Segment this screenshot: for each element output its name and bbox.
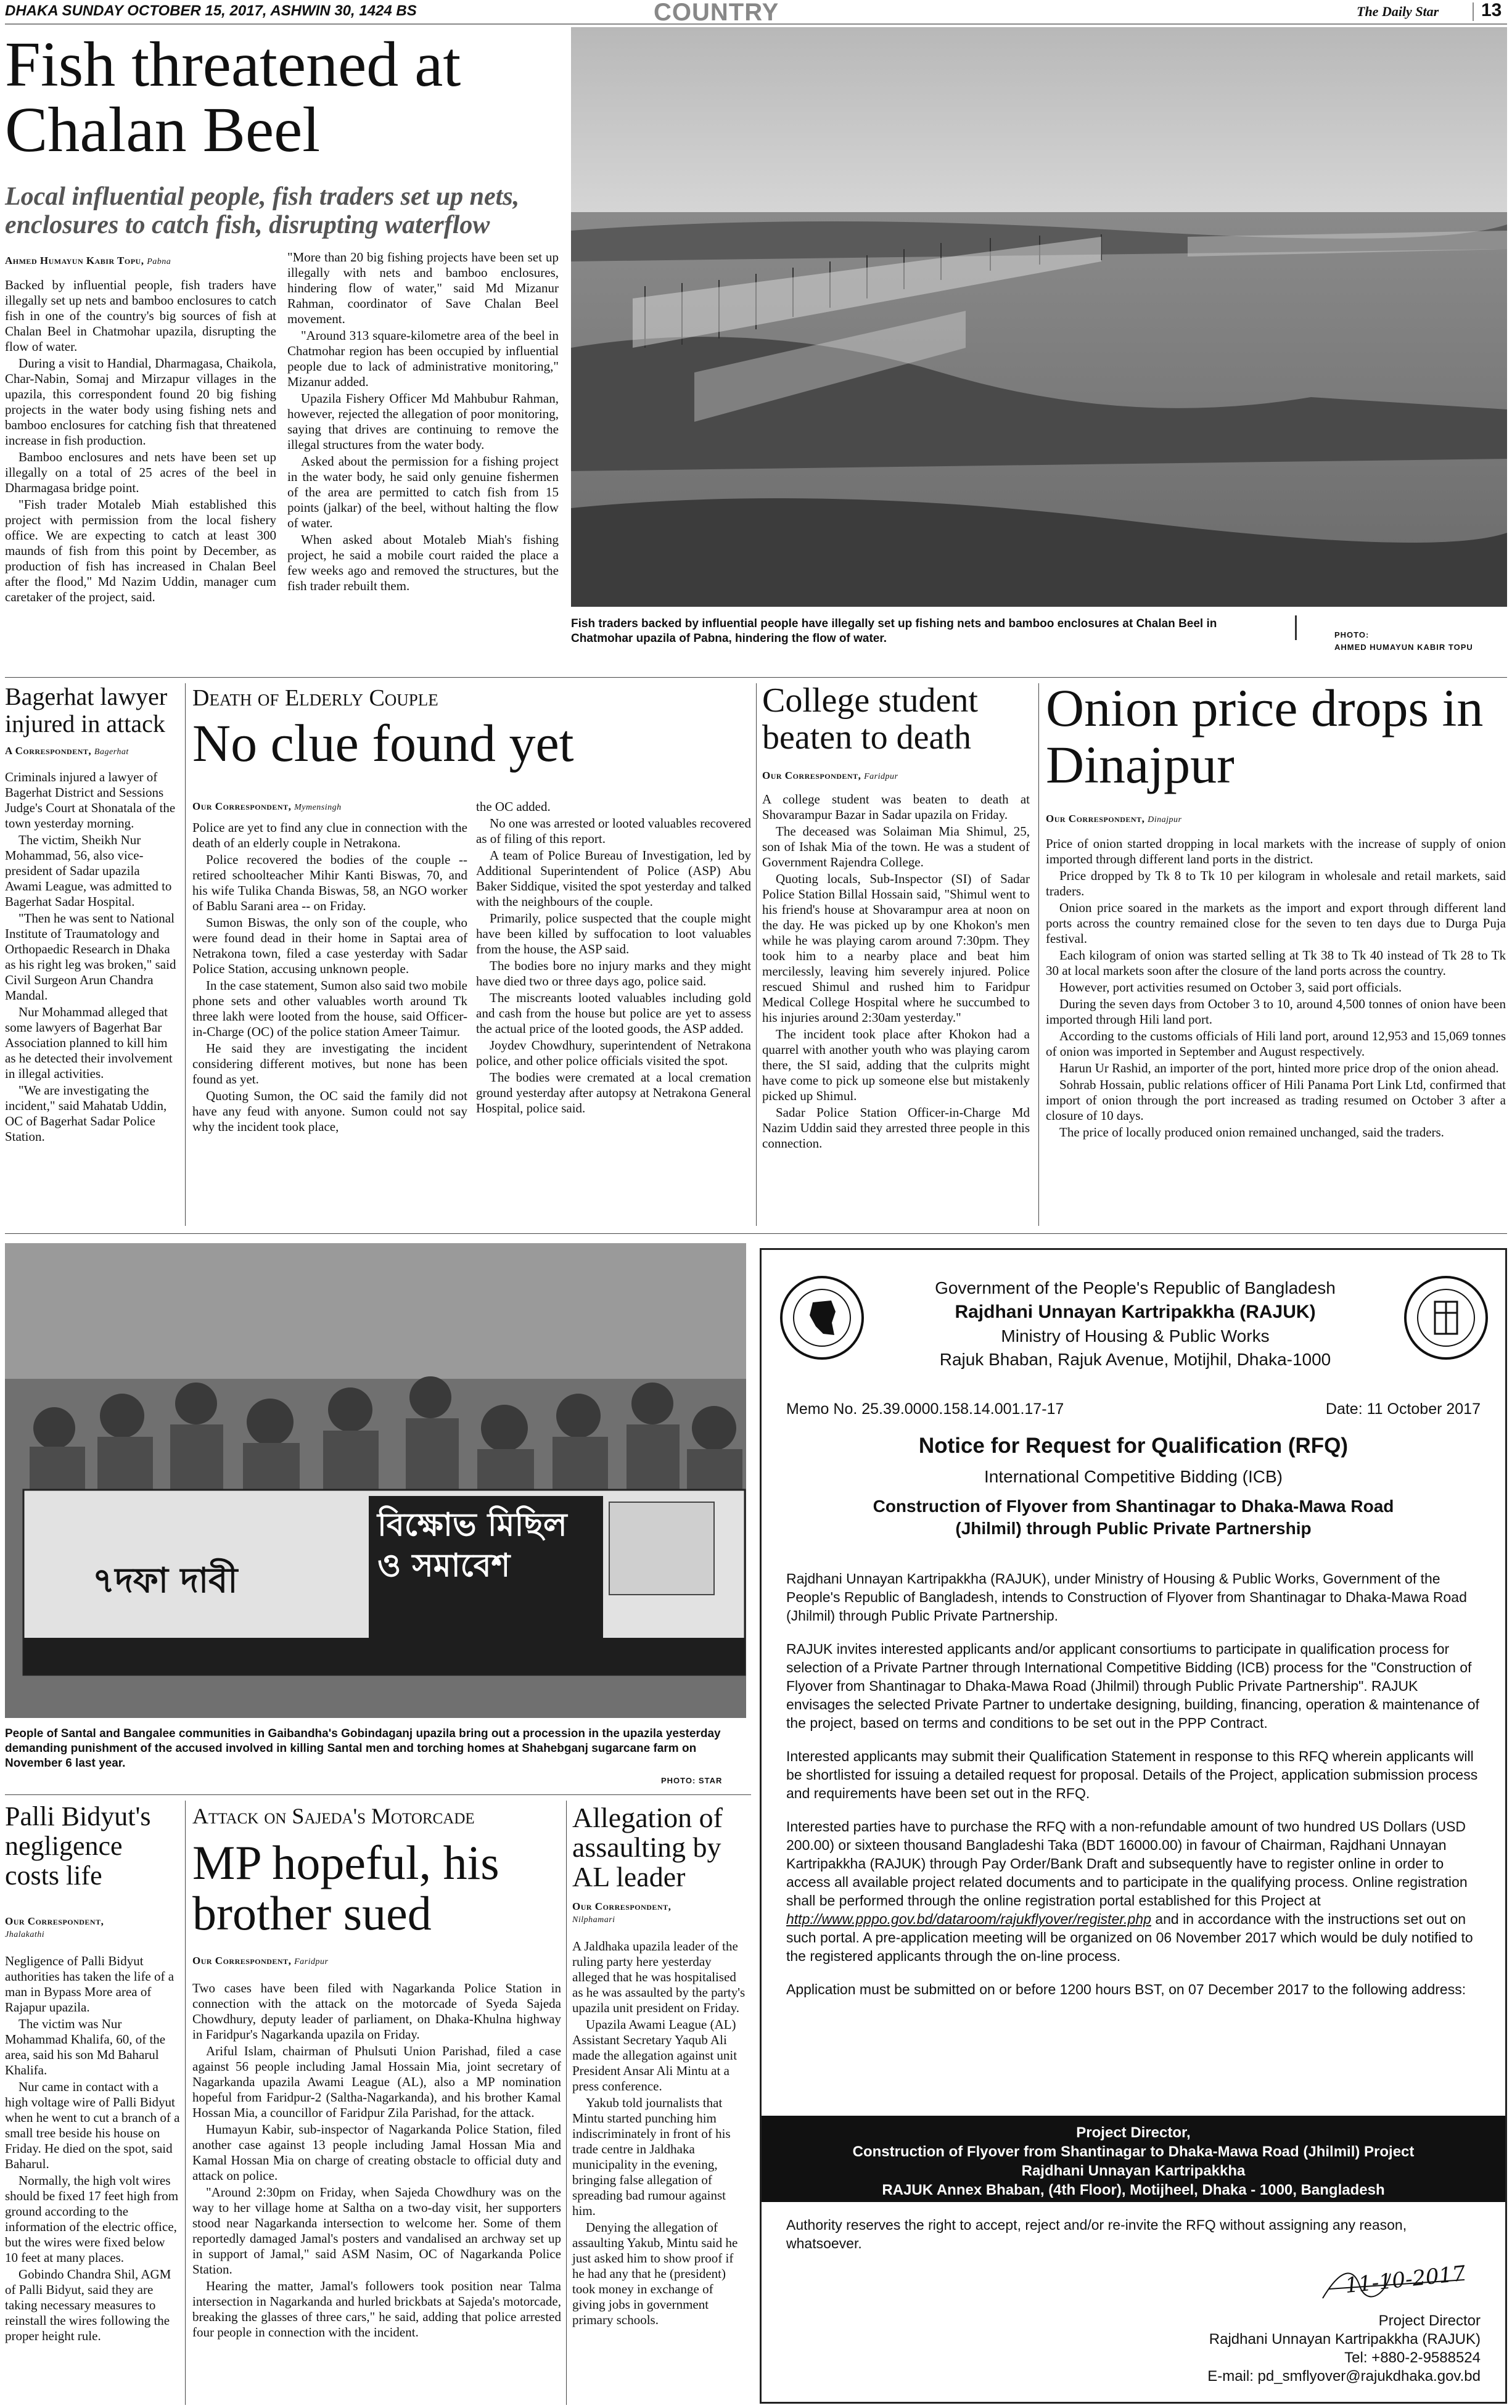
- paragraph: Police are yet to find any clue in connection with the death of an elderly couple in Netrakona.: [192, 820, 467, 850]
- paragraph: Two cases have been filed with Nagarkanda Police Station in connection with the attack on the motorcade of Syeda Sajeda Chowdhury, deputy leader of parliament, on Dhaka-Khulna highway in Faridpur's Nagarkanda upazila on Friday.: [192, 1981, 561, 2042]
- ad-notice-title: Notice for Request for Qualification (RFQ): [918, 1434, 1349, 1458]
- ad-ministry: Ministry of Housing & Public Works: [1001, 1326, 1270, 1346]
- rule: [5, 1233, 1507, 1234]
- al-byline-name: Our Correspondent,: [572, 1901, 672, 1912]
- paragraph: The deceased was Solaiman Mia Shimul, 25, son of Ishak Mia of the town. He was a student of Government Rajendra College.: [762, 824, 1030, 869]
- ad-sig-email[interactable]: E-mail: pd_smflyover@rajukdhaka.gov.bd: [1207, 2368, 1481, 2385]
- fish-photo-credit: AHMED HUMAYUN KABIR TOPU: [1334, 643, 1473, 652]
- paragraph: Upazila Awami League (AL) Assistant Secretary Yaqub Ali made the allegation against unit President Ansar Ali Mintu at a press conference.: [572, 2017, 738, 2094]
- paragraph: The victim was Nur Mohammad Khalifa, 60, of the area, said his son Md Baharul Khalifa.: [5, 2016, 166, 2077]
- elderly-byline-name: Our Correspondent,: [192, 800, 292, 812]
- elderly-byline: [192, 800, 342, 813]
- college-headline: College student beaten to death: [762, 681, 978, 757]
- paragraph: The miscreants looted valuables including gold and cash from the house but police are yet to assess the actual price of the looted goods, the ASP added.: [476, 990, 751, 1036]
- paragraph: Harun Ur Rashid, an importer of the port, hinted more price drop of the onion ahead.: [1059, 1061, 1499, 1075]
- paragraph: The bodies bore no injury marks and they might have died two or three days ago, police said.: [476, 958, 751, 988]
- fish-col1: [5, 277, 276, 606]
- al-headline: Allegation of assaulting by AL leader: [572, 1802, 723, 1892]
- paragraph: Police recovered the bodies of the couple -- retired schoolteacher Mihir Kanti Biswas, 70, and his wife Tulika Chanda Biswas, 58, an NGO worker of Bablu Sarani area -- on Friday.: [192, 852, 467, 913]
- rally-banner-left: ৭দফা দাবী: [92, 1561, 238, 1601]
- ad-paragraph: Interested applicants may submit their Qualification Statement in response to this RFQ wherein applicants will be shortlisted for issuing a detailed request for proposal. Details of the Project, application submission process and requirements have been set out in the RFQ.: [786, 1748, 1478, 1801]
- elderly-col2: [476, 799, 751, 1117]
- onion-headline: Onion price drops in Dinajpur: [1046, 678, 1484, 794]
- ad-gov: Government of the People's Republic of Bangladesh: [935, 1278, 1336, 1297]
- elderly-col1: [192, 820, 467, 1136]
- college-byline-location: Faridpur: [864, 772, 898, 781]
- paragraph: Quoting Sumon, the OC said the family did not have any feud with anyone. Sumon could not say why the incident took place,: [192, 1088, 467, 1134]
- paragraph: Criminals injured a lawyer of Bagerhat District and Sessions Judge's Court at Shonatala of the town yesterday morning.: [5, 770, 176, 831]
- paragraph: Hearing the matter, Jamal's followers took position near Talma intersection in Nagarkanda and hurled brickbats at Sajeda's motorcade, breaking the glasses of three cars," he said, adding that police arrested four people in connection with the incident.: [192, 2279, 561, 2340]
- palli-byline-location: Jhalakathi: [5, 1930, 45, 1939]
- masthead-divider: [1473, 2, 1474, 21]
- palli-byline-name: Our Correspondent,: [5, 1915, 104, 1927]
- paragraph: In the case statement, Sumon also said two mobile phone sets and other valuables worth around Tk three lakh were looted from the house, said Officer-in-Charge (OC) of the police station Ameer Taimur.: [192, 978, 467, 1039]
- fish-byline: [5, 255, 171, 267]
- ad-paragraph: RAJUK invites interested applicants and/or applicant consortiums to participate in qualification process for selection of a Private Partner through International Competitive Bidding (ICB) process for the "Construction of Flyover from Shantinagar to Dhaka-Mawa Road (Jhilmil) through Public Private Partnership". RAJUK envisages the selected Private Partner to undertake designing, building, financing, operation & maintenance of the project, based on terms and conditions to be set out in the PPP Contract.: [786, 1641, 1479, 1731]
- ad-project-title: Construction of Flyover from Shantinagar to Dhaka-Mawa Road (Jhilmil) through Public Private Partnership: [873, 1497, 1394, 1538]
- rally-credit: PHOTO: STAR: [661, 1776, 723, 1785]
- paragraph: Nur came in contact with a high voltage wire of Palli Bidyut when he went to cut a branch of a small tree beside his house on Friday. He died on the spot, said Baharul.: [5, 2079, 180, 2171]
- al-byline: [572, 1901, 751, 1925]
- mp-headline: MP hopeful, his brother sued: [192, 1836, 499, 1940]
- onion-byline: [1046, 813, 1181, 825]
- ad-body: [786, 1569, 1481, 2013]
- bagerhat-byline: [5, 745, 129, 757]
- paragraph: "We are investigating the incident," said Mahatab Uddin, OC of Bagerhat Sadar Police Station.: [5, 1083, 167, 1144]
- fish-byline-name: Ahmed Humayun Kabir Topu,: [5, 255, 144, 266]
- ad-box-line: RAJUK Annex Bhaban, (4th Floor), Motijheel, Dhaka - 1000, Bangladesh: [882, 2182, 1385, 2198]
- paragraph: "Then he was sent to National Institute of Traumatology and Orthopaedic Research in Dhaka as his right leg was broken," said Civil Surgeon Arun Chandra Mandal.: [5, 911, 176, 1003]
- paragraph: During a visit to Handial, Dharmagasa, Chaikola, Char-Nabin, Somaj and Mirzapur villages in the upazila, this correspondent found 20 big fishing projects in the water body using fishing nets and bamboo enclosures for catching fish that threatened increase in fish production.: [5, 356, 276, 448]
- paragraph: Normally, the high volt wires should be fixed 17 feet high from ground according to the information of the electric office, but the wires were fixed below 10 feet at many places.: [5, 2173, 179, 2265]
- paragraph: "Fish trader Motaleb Miah established this project with permission from the local fishery office. We are expecting to catch at least 300 maunds of fish from this point by December, as production of fish has increased in Chalan Beel after the flood," Md Nazim Uddin, manager cum caretaker of the project, said.: [5, 497, 276, 604]
- paragraph: The bodies were cremated at a local cremation ground yesterday after autopsy at Netrakona General Hospital, police said.: [476, 1070, 751, 1116]
- column-rule: [566, 1801, 567, 2405]
- palli-headline: Palli Bidyut's negligence costs life: [5, 1801, 151, 1891]
- paragraph: Nur Mohammad alleged that some lawyers of Bagerhat Bar Association planned to kill him as he detected their involvement in illegal activities.: [5, 1005, 173, 1081]
- palli-byline: [5, 1915, 180, 1940]
- paragraph: Sumon Biswas, the only son of the couple, who were found dead in their home in Saptai area of Netrakona town, filed a case yesterday with Sadar Police Station, accusing unknown people.: [192, 915, 467, 976]
- paragraph: Sohrab Hossain, public relations officer of Hili Panama Port Link Ltd, confirmed that import of onion through the port increased as trading resumed on October 3 after a closure of 10 days.: [1046, 1077, 1506, 1123]
- paragraph: Upazila Fishery Officer Md Mahbubur Rahman, however, rejected the allegation of poor monitoring, saying that drives are continuing to remove the illegal structures from the water body.: [287, 391, 559, 452]
- al-byline-location: Nilphamari: [572, 1915, 615, 1925]
- paragraph: The incident took place after Khokon had a quarrel with another youth who was playing carom there, the SI said, adding that the culprits might have come to pick up someone else but mistakenly picked up Shimul.: [762, 1027, 1030, 1103]
- fish-photo-credit-label: PHOTO:: [1334, 630, 1370, 639]
- palli-body: [5, 1954, 180, 2345]
- mp-byline: [192, 1955, 328, 1967]
- ad-reservation: Authority reserves the right to accept, reject and/or re-invite the RFQ without assigning any reason, whatsoever.: [786, 2217, 1407, 2251]
- column-rule: [185, 683, 186, 1226]
- fish-deck: Local influential people, fish traders set up nets, enclosures to catch fish, disrupting waterflow: [5, 183, 520, 239]
- paragraph: Humayun Kabir, sub-inspector of Nagarkanda Police Station, filed another case against 13 people including Jamal Hossan Mia and Kamal Hossan Mia on charge of creating obstacle to official duty and attack on police.: [192, 2122, 561, 2183]
- ad-registration-link[interactable]: http://www.pppo.gov.bd/dataroom/rajukflyover/register.php: [786, 1911, 1151, 1927]
- ad-box-line: Construction of Flyover from Shantinagar to Dhaka-Mawa Road (Jhilmil) Project: [852, 2143, 1415, 2160]
- ad-p4-text: and in accordance with the instructions set out on such portal. A pre-application meeting will be organized on 06 November 2017 which would be duly notified to the registered applicants through the on-line process.: [786, 1911, 1473, 1964]
- onion-byline-location: Dinajpur: [1148, 815, 1182, 824]
- paragraph: Joydev Chowdhury, superintendent of Netrakona police, and other police officials visited the spot.: [476, 1038, 751, 1068]
- paragraph: The price of locally produced onion remained unchanged, said the traders.: [1059, 1125, 1444, 1140]
- mp-byline-name: Our Correspondent,: [192, 1955, 292, 1966]
- mp-byline-location: Faridpur: [294, 1957, 329, 1966]
- paragraph: Gobindo Chandra Shil, AGM of Palli Bidyut, said they are taking necessary measures to reinstall the wires following the proper height rule.: [5, 2267, 171, 2343]
- ad-memo: Memo No. 25.39.0000.158.14.001.17-17: [786, 1400, 1064, 1418]
- ad-paragraph: Rajdhani Unnayan Kartripakkha (RAJUK), under Ministry of Housing & Public Works, Government of the People's Republic of Bangladesh, intends to Construction of Flyover from Shantinagar to Dhaka-Mawa Road (Jhilmil) through Public Private Partnership.: [786, 1571, 1467, 1624]
- ad-paragraph: [786, 1817, 1481, 1965]
- ad-address-box: [762, 2116, 1505, 2202]
- paragraph: Quoting locals, Sub-Inspector (SI) of Sadar Police Station Billal Hossain said, "Shimul went to his friend's house at Shovarampur area at noon on the day. He was picked up by one Khokon's men while he was playing carom around 7:30pm. They took him to a nearby place and beat him mercilessly, leaving him severely injured. Police rescued Shimul and rushed him to Faridpur Medical College Hospital where he succumbed to his injuries around 2:30am yesterday.": [762, 871, 1030, 1025]
- fish-col2: [287, 250, 559, 595]
- paragraph: A college student was beaten to death at Shovarampur Bazar in Sadar upazila on Friday.: [762, 792, 1030, 822]
- paragraph: Asked about the permission for a fishing project in the water body, he said only genuine fishermen of the area are permitted to catch fish from 15 points (jalkar) of the beel, without halting the flow of water.: [287, 454, 559, 530]
- ad-p4-text: Interested parties have to purchase the RFQ with a non-refundable amount of two hundred US Dollars (USD 200.00) or sixteen thousand Bangladeshi Taka (BDT 16000.00) in favour of Chairman, Rajdhani Unnayan Kartripakkha (RAJUK) through Pay Order/Bank Draft and subsequently have to register online in order to access all available project related documents and to participate in the qualifying process. Online registration shall be performed through the online registration portal established for this Project at: [786, 1818, 1468, 1909]
- page-number: 13: [1481, 0, 1502, 20]
- paragraph: However, port activities resumed on October 3, said port officials.: [1059, 980, 1402, 995]
- rajuk-logo-icon: [1403, 1275, 1489, 1361]
- paragraph: A Jaldhaka upazila leader of the ruling party here yesterday alleged that he was hospitalised as he was assaulted by the party's upazila unit president on Friday.: [572, 1939, 746, 2015]
- bagerhat-headline: Bagerhat lawyer injured in attack: [5, 683, 168, 738]
- college-byline-name: Our Correspondent,: [762, 770, 861, 781]
- rally-caption: People of Santal and Bangalee communities in Gaibandha's Gobindaganj upazila bring out a procession in the upazila yesterday demanding punishment of the accused involved in killing Santal men and torching homes at Shahebganj sugarcane farm on November 6 last year.: [5, 1727, 721, 1770]
- dateline: DHAKA SUNDAY OCTOBER 15, 2017, ASHWIN 30, 1424 BS: [5, 2, 417, 19]
- paragraph: "Around 313 square-kilometre area of the beel in Chatmohar region has been occupied by influential people due to lack of administrative monitoring," Mizanur added.: [287, 328, 559, 389]
- rule: [5, 1794, 751, 1795]
- paragraph: Ariful Islam, chairman of Phulsuti Union Parishad, filed a case against 56 people including Jamal Hossain Mia, joint secretary of Nagarkanda upazila Awami League (AL), also a MP nomination hopeful from Faridpur-2 (Saltha-Nagarkanda), and his brother Kamal Hossan Mia, a councillor of Faridpur Zila Parishad, for the attack.: [192, 2044, 561, 2120]
- column-rule: [1038, 683, 1039, 1226]
- column-rule: [756, 683, 757, 1226]
- paragraph: The victim, Sheikh Nur Mohammad, 56, also vice-president of Sadar upazila Awami League, was admitted to Bagerhat Sadar Hospital.: [5, 832, 172, 909]
- bangladesh-seal-icon: [779, 1275, 865, 1361]
- al-body: [572, 1939, 746, 2329]
- ad-box-line: Project Director,: [1076, 2124, 1191, 2141]
- paragraph: Denying the allegation of assaulting Yakub, Mintu said he just asked him to show proof if he had any that he (president) took money in exchange of giving jobs in government primary schools.: [572, 2220, 738, 2327]
- elderly-headline: No clue found yet: [192, 713, 574, 773]
- mp-body: [192, 1981, 561, 2341]
- paragraph: Price dropped by Tk 8 to Tk 10 per kilogram in wholesale and retail markets, said traders.: [1046, 868, 1506, 898]
- paragraph: the OC added.: [476, 799, 551, 814]
- masthead-rule: [5, 23, 1507, 25]
- fish-headline: Fish threatened at Chalan Beel: [5, 29, 461, 165]
- paragraph: "Around 2:30pm on Friday, when Sajeda Chowdhury was on the way to her village home at Saltha on a two-day visit, her supporters stood near Nagarkanda intersection to welcome her. Some of them reportedly damaged Jamal's posters and vandalised an archway set up in support of Jamal," said ASM Nasim, OC of Nagarkanda Police Station.: [192, 2185, 561, 2277]
- chalan-beel-photo-drawing: [571, 27, 1507, 607]
- elderly-kicker: Death of Elderly Couple: [192, 685, 438, 711]
- ad-signature: 11-10-2017: [1344, 2261, 1467, 2299]
- rally-banner-right: বিক্ষোভ মিছিল ও সমাবেশ: [377, 1506, 567, 1584]
- paragraph: Backed by influential people, fish traders have illegally set up nets and bamboo enclosures to catch fish in one of the country's big sources of fish at Chalan Beel in Chatmohar upazila, disrupting the flow of water.: [5, 277, 276, 354]
- paragraph: When asked about Motaleb Miah's fishing project, he said a mobile court raided the place a few weeks ago and removed the structures, but the fish trader rebuilt them.: [287, 532, 559, 593]
- paragraph: Price of onion started dropping in local markets with the increase of supply of onion imported through different land ports in the district.: [1046, 836, 1506, 866]
- college-byline: [762, 770, 898, 782]
- bagerhat-byline-name: A Correspondent,: [5, 745, 92, 757]
- ad-org: Rajdhani Unnayan Kartripakkha (RAJUK): [955, 1302, 1316, 1322]
- paragraph: During the seven days from October 3 to 10, around 4,500 tonnes of onion have been imported through Hili land port.: [1046, 996, 1506, 1027]
- paragraph: Sadar Police Station Officer-in-Charge Md Nazim Uddin said they arrested three people in this connection.: [762, 1105, 1030, 1151]
- signature-scribble-icon: [1317, 2261, 1477, 2304]
- ad-sig-line: Tel: +880-2-9588524: [1344, 2349, 1481, 2366]
- rally-photo: [5, 1243, 746, 1718]
- paragraph: Yakub told journalists that Mintu started punching him indiscriminately in front of his trade centre in Jaldhaka municipality in the evening, bringing false allegation of spreading bad rumour against him.: [572, 2095, 731, 2218]
- onion-body: [1046, 836, 1506, 1141]
- ad-address: Rajuk Bhaban, Rajuk Avenue, Motijhil, Dhaka-1000: [939, 1350, 1331, 1369]
- fish-byline-location: Pabna: [147, 257, 171, 266]
- ad-icb: International Competitive Bidding (ICB): [984, 1467, 1283, 1486]
- section-title: COUNTRY: [654, 0, 779, 26]
- ad-date: Date: 11 October 2017: [1325, 1400, 1481, 1418]
- college-body: [762, 792, 1030, 1153]
- paragraph: Each kilogram of onion was started selling at Tk 38 to Tk 40 instead of Tk 28 to Tk 30 at local markets soon after the closure of the land ports across the country.: [1046, 948, 1506, 978]
- rajuk-ad: [760, 1248, 1507, 2404]
- paragraph: He said they are investigating the incident considering different motives, but none has been found as yet.: [192, 1041, 467, 1087]
- ad-sig-line: Rajdhani Unnayan Kartripakkha (RAJUK): [1209, 2331, 1481, 2348]
- ad-paragraph: Application must be submitted on or before 1200 hours BST, on 07 December 2017 to the following address:: [786, 1981, 1466, 1997]
- paragraph: No one was arrested or looted valuables recovered as of filing of this report.: [476, 816, 751, 846]
- credit-divider: [1295, 615, 1297, 640]
- paragraph: Bamboo enclosures and nets have been set up illegally on a total of 25 acres of the beel in Dharmagasa bridge point.: [5, 450, 276, 495]
- paper-name: The Daily Star: [1357, 4, 1439, 19]
- paragraph: Primarily, police suspected that the couple might have been killed by suffocation to loot valuables from the house, the ASP said.: [476, 911, 751, 956]
- bagerhat-byline-location: Bagerhat: [94, 747, 129, 757]
- paragraph: Negligence of Palli Bidyut authorities has taken the life of a man in Bypass More area of Rajapur upazila.: [5, 1954, 175, 2015]
- ad-box-line: Rajdhani Unnayan Kartripakkha: [1021, 2163, 1246, 2179]
- fish-photo-caption: Fish traders backed by influential people have illegally set up fishing nets and bamboo enclosures at Chalan Beel in Chatmohar upazila of Pabna, hindering the flow of water.: [571, 617, 1217, 645]
- rally-photo-drawing: [5, 1243, 746, 1718]
- ad-sig-block: [1207, 2312, 1481, 2386]
- mp-kicker: Attack on Sajeda's Motorcade: [192, 1804, 475, 1828]
- bagerhat-body: [5, 770, 178, 1146]
- paragraph: "More than 20 big fishing projects have been set up illegally with nets and bamboo enclosures, hindering flow of water," said Md Mizanur Rahman, coordinator of Save Chalan Beel movement.: [287, 250, 559, 326]
- chalan-beel-photo: [571, 27, 1507, 607]
- rule: [5, 677, 1507, 678]
- onion-byline-name: Our Correspondent,: [1046, 813, 1145, 824]
- paragraph: A team of Police Bureau of Investigation, led by Additional Superintendent of Police (ASP) Abu Baker Siddique, visited the spot yesterday and talked with the neighbours of the couple.: [476, 848, 751, 909]
- paragraph: Onion price soared in the markets as the import and export through different land ports across the country remained close for the seven to ten days due to Durga Puja festival.: [1046, 900, 1506, 946]
- paragraph: According to the customs officials of Hili land port, around 12,953 and 15,069 tonnes of onion was imported in September and August respectively.: [1046, 1029, 1506, 1059]
- ad-sig-line: Project Director: [1378, 2312, 1481, 2329]
- elderly-byline-location: Mymensingh: [294, 803, 342, 812]
- column-rule: [185, 1801, 186, 2405]
